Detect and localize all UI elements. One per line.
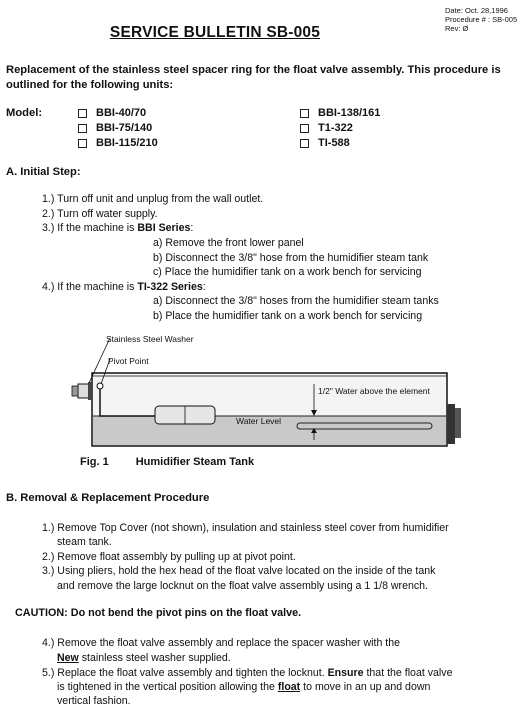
- model-item: BBI-115/210: [78, 137, 158, 149]
- step-a3-sub: c) Place the humidifier tank on a work bench for servicing: [153, 266, 422, 278]
- step-b5: 5.) Replace the float valve assembly and tighten the locknut. Ensure that the float valve: [42, 667, 453, 679]
- step-a4-sub: b) Place the humidifier tank on a work bench for servicing: [153, 310, 423, 322]
- step-b4: 4.) Remove the float valve assembly and replace the spacer washer with the: [42, 637, 401, 649]
- spacer-washer: [88, 382, 92, 400]
- step-a4-sub: a) Disconnect the 3/8" hoses from the humidifier steam tanks: [153, 295, 439, 307]
- water-level-label: Water Level: [236, 416, 282, 426]
- model-item: T1-322: [300, 122, 353, 134]
- pivot-point-marker: [97, 383, 103, 389]
- step-b1-continued: steam tank.: [57, 536, 112, 548]
- step-a3-sub: a) Remove the front lower panel: [153, 237, 304, 249]
- step-b3-continued: and remove the large locknut on the float valve assembly using a 1 1/8 wrench.: [57, 580, 428, 592]
- caution-note: CAUTION: Do not bend the pivot pins on the float valve.: [15, 607, 302, 619]
- step-a1: 1.) Turn off unit and unplug from the wall outlet.: [42, 193, 264, 205]
- element-terminal: [455, 408, 461, 438]
- step-b1: 1.) Remove Top Cover (not shown), insulation and stainless steel cover from humidifier: [42, 522, 449, 534]
- humidifier-steam-tank-diagram: [0, 328, 526, 454]
- checkbox-icon: [78, 124, 87, 133]
- figure-caption: Fig. 1 Humidifier Steam Tank: [80, 456, 255, 468]
- step-b2: 2.) Remove float assembly by pulling up at pivot point.: [42, 551, 296, 563]
- model-item: BBI-40/70: [78, 107, 146, 119]
- procedure-line: Procedure # : SB-005: [445, 15, 518, 24]
- step-b5-continued: is tightened in the vertical position allowing the float to move in an up and down: [57, 681, 431, 693]
- model-label: Model:: [6, 107, 43, 119]
- page-title: SERVICE BULLETIN SB-005: [109, 24, 321, 41]
- date-line: Date: Oct. 28,1996: [445, 6, 508, 15]
- checkbox-icon: [300, 109, 309, 118]
- section-b-heading: B. Removal & Replacement Procedure: [6, 492, 210, 504]
- checkbox-icon: [78, 109, 87, 118]
- document-meta: [445, 6, 517, 33]
- intro-paragraph: Replacement of the stainless steel spacer ring for the float valve assembly. This procedure is outlined for the following units:: [6, 64, 501, 91]
- step-a4: 4.) If the machine is TI-322 Series:: [42, 281, 206, 293]
- checkbox-icon: [300, 124, 309, 133]
- checkbox-icon: [78, 139, 87, 148]
- checkbox-icon: [300, 139, 309, 148]
- model-item: TI-588: [300, 137, 350, 149]
- hex-nut: [72, 386, 78, 396]
- step-b3: 3.) Using pliers, hold the hex head of the float valve located on the inside of the tank: [42, 565, 436, 577]
- step-a3-sub: b) Disconnect the 3/8" hose from the humidifier steam tank: [153, 252, 429, 264]
- step-a2: 2.) Turn off water supply.: [42, 208, 158, 220]
- step-a3: 3.) If the machine is BBI Series:: [42, 222, 194, 234]
- revision-line: Rev: Ø: [445, 24, 469, 33]
- water-above-label: 1/2" Water above the element: [318, 386, 430, 396]
- model-item: BBI-75/140: [78, 122, 152, 134]
- pivot-label: Pivot Point: [108, 356, 149, 366]
- section-a-heading: A. Initial Step:: [6, 166, 81, 178]
- washer-label: Stainless Steel Washer: [106, 334, 194, 344]
- element-terminal: [447, 404, 455, 444]
- step-b5-continued: vertical fashion.: [57, 695, 131, 707]
- step-b4-continued: New stainless steel washer supplied.: [57, 652, 231, 664]
- model-item: BBI-138/161: [300, 107, 380, 119]
